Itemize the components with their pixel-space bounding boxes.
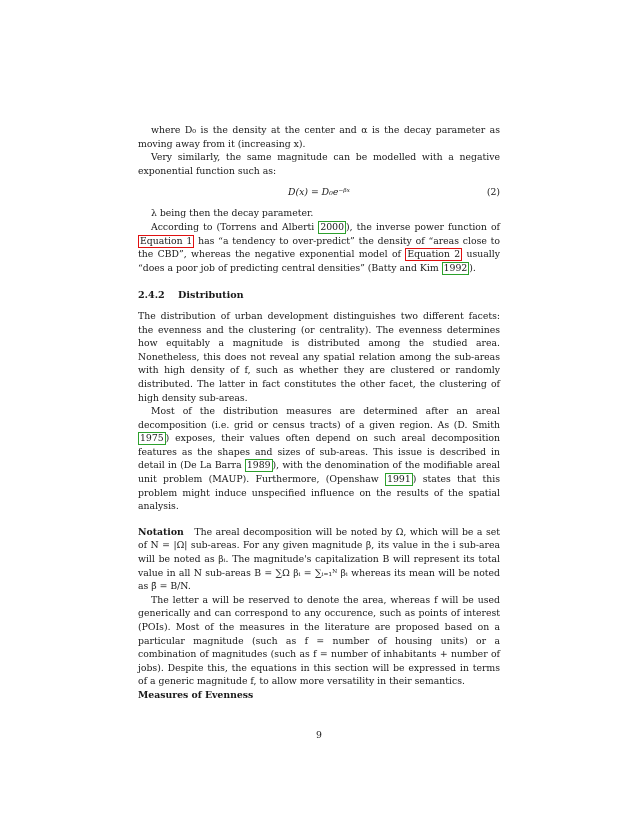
citation-link[interactable]: 1992 xyxy=(443,262,468,274)
equation-formula: D(x) = D₀e⁻ᵝˣ xyxy=(288,187,350,199)
paragraph-negative-exponential: Very similarly, the same magnitude can be modelled with a negative exponential function such as: xyxy=(138,152,500,177)
equation-number: (2) xyxy=(486,187,500,199)
paragraph-areal-decomposition: Most of the distribution measures are determined after an areal decomposition (i.e. grid or census tracts) of a given region. As (D. Smith 1975 ) exposes, their values often depend on such areal decomposition features as the shapes and sizes of sub-areas. This issue is described in detail in (De La Barra 1989 ), with the denomination of the modifiable areal unit problem (MAUP). Furthermore, (Openshaw 1991 ) states that this problem might induce unspecified influence on the results of the spatial analysis. xyxy=(138,406,501,513)
section-heading xyxy=(138,289,500,303)
paragraph-distribution-facets: The distribution of urban development distinguishes two different facets: the evenness and the clustering (or centrality). The evenness determines how equitably a magnitude is distributed among the studied area. Nonetheless, this does not reveal any spatial relation among the sub-areas with high density of f, such as whether they are clustered or randomly distributed. The latter in fact constitutes the other facet, the clustering of high density sub-areas. xyxy=(138,310,500,404)
equation-link[interactable]: Equation 1 xyxy=(140,235,193,247)
equation-2 xyxy=(138,186,500,200)
section-number: 2.4.2 xyxy=(138,290,165,302)
paragraph-density-definition: where D₀ is the density at the center and α is the decay parameter as moving away from it (increasing x). xyxy=(138,125,500,150)
notation-heading: Notation xyxy=(138,526,184,538)
paragraph-torrens-alberti: According to (Torrens and Alberti 2000 ), the inverse power function of Equation 1 has “a tendency to over-predict” the density of “areas close to the CBD”, whereas the negative exponential model of Equation 2 usually “does a poor job of predicting central densities” (Batty and Kim 1992 ). xyxy=(138,221,500,274)
paragraph-decay-parameter: λ being then the decay parameter. xyxy=(151,208,314,220)
equation-link[interactable]: Equation 2 xyxy=(407,249,461,261)
page-number: 9 xyxy=(316,730,322,741)
citation-link[interactable]: 2000 xyxy=(320,221,344,233)
section-title: Distribution xyxy=(178,290,244,302)
paragraph-notation: Notation The areal decomposition will be noted by Ω, which will be a set of N = |Ω| sub-areas. For any given magnitude β, its value in the i sub-area will be noted as βᵢ. The magnitude's capitalization B will represent its total value in all N sub-areas B = ∑Ω βᵢ = ∑ᵢ₌₁ᴺ βᵢ whereas its mean will be noted as β̄ = B/N. xyxy=(138,526,500,593)
citation-link[interactable]: 1975 xyxy=(140,433,164,445)
paper-page xyxy=(138,124,500,703)
citation-link[interactable]: 1991 xyxy=(387,474,411,486)
citation-link[interactable]: 1989 xyxy=(246,460,271,472)
paragraph-letter-a: The letter a will be reserved to denote the area, whereas f will be used generically and can correspond to any occurence, such as points of interest (POIs). Most of the measures in the literature are proposed based on a particular magnitude (such as f = number of housing units) or a combination of magnitudes (such as f = number of inhabitants + number of jobs). Despite this, the equations in this section will be expressed in terms of a generic magnitude f, to allow more versatility in their semantics. xyxy=(138,594,500,688)
subsubsection-heading: Measures of Evenness xyxy=(138,689,254,701)
